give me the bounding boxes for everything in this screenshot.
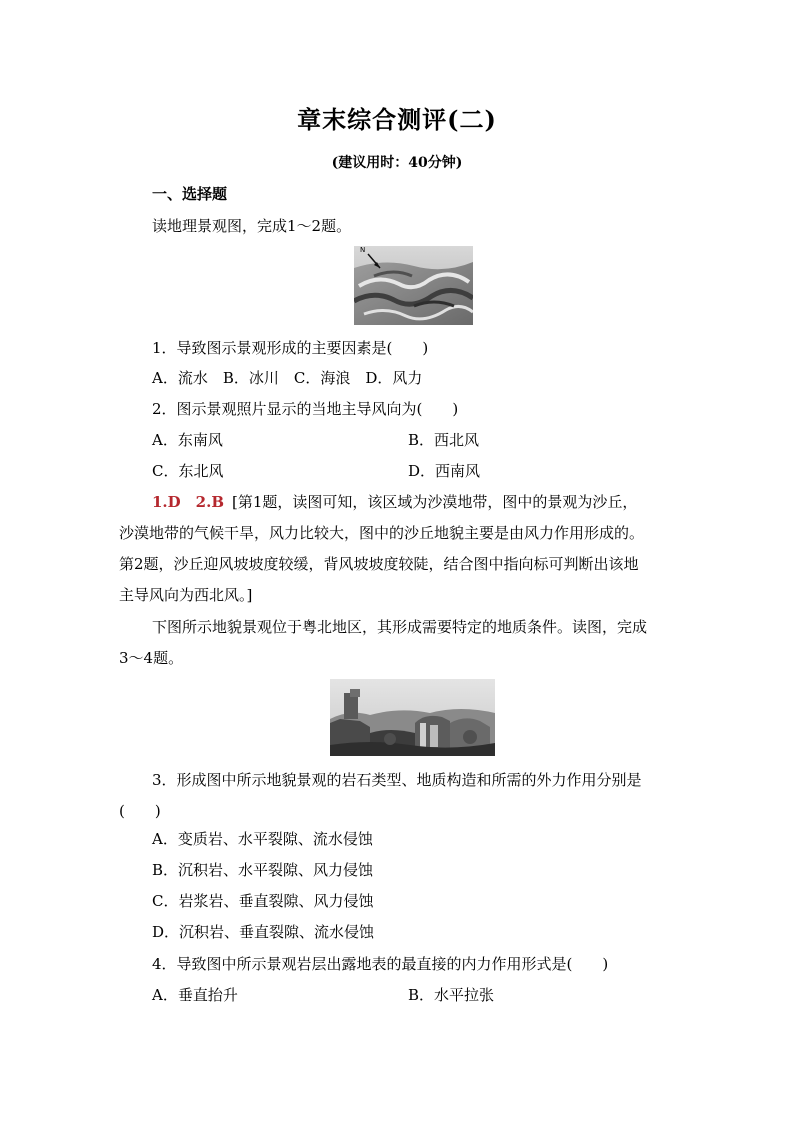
question-2-stem: 2．图示景观照片显示的当地主导风向为( ) [152, 400, 459, 418]
question-2-option-d: D．西南风 [408, 462, 481, 480]
question-3-stem-line2: ( ) [119, 802, 161, 820]
section-heading: 一、选择题 [152, 185, 228, 203]
question-2-option-c: C．东北风 [152, 462, 224, 480]
question-3-option-b: B．沉积岩、水平裂隙、风力侵蚀 [152, 861, 374, 879]
question-1-stem: 1．导致图示景观形成的主要因素是( ) [152, 339, 429, 357]
intro-q1-2: 读地理景观图，完成1～2题。 [152, 217, 352, 235]
question-4-option-b: B．水平拉张 [408, 986, 495, 1004]
intro-q3-4-line2: 3～4题。 [119, 649, 184, 667]
question-4-option-a: A．垂直抬升 [152, 986, 238, 1004]
danxia-landform-photo [330, 679, 495, 756]
page-subtitle: (建议用时：40分钟) [331, 155, 463, 171]
question-3-stem-line1: 3．形成图中所示地貌景观的岩石类型、地质构造和所需的外力作用分别是 [152, 771, 642, 789]
answer-1-2-line1 [152, 492, 637, 512]
answer-explanation-start: [第1题，读图可知，该区域为沙漠地带，图中的景观为沙丘， [232, 493, 638, 511]
page-title: 章末综合测评(二) [297, 105, 497, 134]
question-3-option-a: A．变质岩、水平裂隙、流水侵蚀 [152, 830, 373, 848]
question-2-option-a: A．东南风 [152, 431, 223, 449]
question-1-options: A．流水 B．冰川 C．海浪 D．风力 [152, 369, 423, 387]
question-2-option-b: B．西北风 [408, 431, 480, 449]
answer-1-2-line2: 沙漠地带的气候干旱，风力比较大，图中的沙丘地貌主要是由风力作用形成的。 [119, 524, 645, 542]
question-3-option-c: C．岩浆岩、垂直裂隙、风力侵蚀 [152, 892, 374, 910]
intro-q3-4-line1: 下图所示地貌景观位于粤北地区，其形成需要特定的地质条件。读图，完成 [152, 618, 648, 636]
answer-keys: 1.D 2.B [152, 493, 225, 511]
question-4-stem: 4．导致图中所示景观岩层出露地表的最直接的内力作用形式是( ) [152, 955, 609, 973]
answer-1-2-line3: 第2题，沙丘迎风坡坡度较缓，背风坡坡度较陡，结合图中指向标可判断出该地 [119, 555, 639, 573]
desert-dune-photo [354, 246, 473, 325]
question-3-option-d: D．沉积岩、垂直裂隙、流水侵蚀 [152, 923, 375, 941]
north-arrow-label: N [360, 246, 366, 254]
answer-1-2-line4: 主导风向为西北风。] [119, 586, 253, 604]
